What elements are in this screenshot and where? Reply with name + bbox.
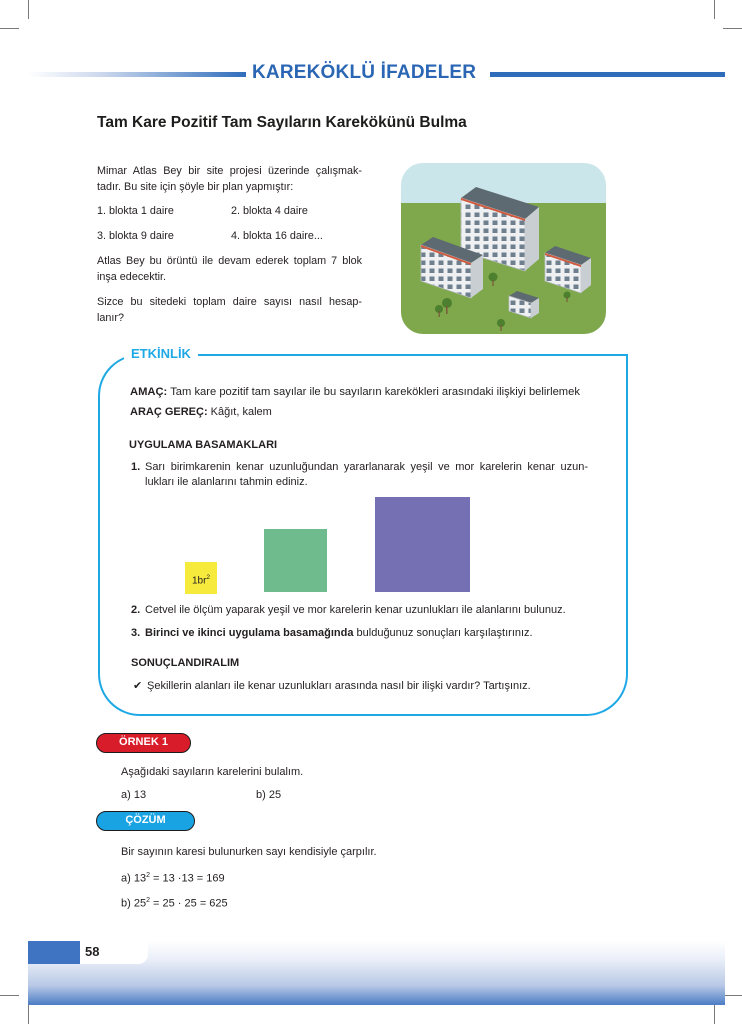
solution-a — [121, 868, 225, 887]
intro-line: inşa edecektir. — [97, 271, 167, 283]
solution-a-sup: 2 — [146, 872, 150, 879]
solution-b-rest: = 25 · 25 = 625 — [149, 897, 228, 910]
conclusion-check-icon: ✔ — [133, 680, 143, 692]
crop-mark — [714, 1005, 715, 1024]
unit-square-yellow — [185, 562, 217, 594]
green-square — [264, 529, 327, 592]
aim-text: Tam kare pozitif tam sayılar ile bu sayıların karekökleri arasındaki ilişkiyi belirlemek — [167, 386, 580, 398]
activity-label-text: ETKİNLİK — [131, 346, 191, 361]
activity-tools — [130, 405, 272, 420]
step-3-text: bulduğunuz sonuçları karşılaştırınız. — [353, 627, 533, 639]
activity-label — [124, 345, 198, 363]
solution-a-prefix: a) 13 — [121, 872, 147, 885]
solution-a-rest: = 13 ·13 = 169 — [149, 872, 225, 885]
purple-square — [375, 497, 470, 592]
crop-mark — [28, 1005, 29, 1024]
block-item-3: 3. blokta 9 daire — [97, 230, 174, 242]
tools-text: Kâğıt, kalem — [207, 406, 272, 418]
crop-mark — [0, 995, 19, 996]
crop-mark — [0, 28, 19, 29]
solution-text: Bir sayının karesi bulunurken sayı kendisiyle çarpılır. — [121, 846, 377, 858]
example-badge-text: ÖRNEK 1 — [119, 736, 168, 748]
crop-mark — [714, 0, 715, 19]
crop-mark — [723, 995, 742, 996]
step-1-text: lukları ile alanlarını tahmin ediniz. — [145, 476, 308, 488]
header-left-bar — [28, 72, 246, 77]
unit-square-sup: 2 — [206, 574, 211, 581]
step-2-number: 2. — [131, 604, 141, 616]
example-badge — [96, 733, 191, 753]
step-2-text: Cetvel ile ölçüm yaparak yeşil ve mor karelerin kenar uzunlukları ile alanlarını bulunuz. — [145, 604, 566, 616]
intro-line: Mimar Atlas Bey bir site projesi üzerinde çalışmak- — [97, 165, 362, 177]
header-right-bar — [490, 72, 725, 77]
buildings-illustration — [401, 163, 606, 334]
step-3-number: 3. — [131, 627, 141, 639]
intro-line: Sizce bu sitedeki toplam daire sayısı nasıl hesap- — [97, 296, 362, 308]
footer-blue-tab — [28, 941, 80, 964]
conclusion-text: Şekillerin alanları ile kenar uzunlukları arasında nasıl bir ilişki vardır? Tartışınız. — [147, 680, 531, 692]
page-number: 58 — [85, 944, 100, 959]
step-3 — [145, 626, 533, 641]
conclusion-heading: SONUÇLANDIRALIM — [131, 657, 240, 669]
example-b: b) 25 — [256, 789, 282, 801]
step-1-text: Sarı birimkarenin kenar uzunluğundan yararlanarak yeşil ve mor karelerin kenar uzun- — [145, 461, 588, 473]
intro-line: tadır. Bu site için şöyle bir plan yapmıştır: — [97, 181, 294, 193]
chapter-title: KAREKÖKLÜ İFADELER — [252, 62, 477, 83]
block-item-2: 2. blokta 4 daire — [231, 205, 308, 217]
unit-square-label: 1br — [191, 575, 207, 587]
section-title: Tam Kare Pozitif Tam Sayıların Karekökünü Bulma — [97, 114, 467, 131]
tools-label: ARAÇ GEREÇ: — [130, 406, 208, 418]
block-item-4: 4. blokta 16 daire... — [231, 230, 323, 242]
solution-badge-text: ÇÖZÜM — [125, 814, 166, 826]
crop-mark — [723, 28, 742, 29]
block-item-1: 1. blokta 1 daire — [97, 205, 174, 217]
step-1-number: 1. — [131, 461, 141, 473]
example-prompt: Aşağıdaki sayıların karelerini bulalım. — [121, 766, 304, 778]
aim-label: AMAÇ: — [130, 386, 168, 398]
activity-aim — [130, 385, 580, 400]
step-3-bold: Birinci ve ikinci uygulama basamağında — [145, 627, 354, 639]
intro-line: Atlas Bey bu örüntü ile devam ederek toplam 7 blok — [97, 255, 362, 267]
solution-b-prefix: b) 25 — [121, 897, 147, 910]
steps-heading: UYGULAMA BASAMAKLARI — [129, 439, 278, 451]
crop-mark — [28, 0, 29, 19]
solution-b-sup: 2 — [146, 897, 150, 904]
intro-line: lanır? — [97, 312, 125, 324]
solution-b — [121, 893, 228, 912]
example-a: a) 13 — [121, 789, 147, 801]
solution-badge — [96, 811, 195, 831]
